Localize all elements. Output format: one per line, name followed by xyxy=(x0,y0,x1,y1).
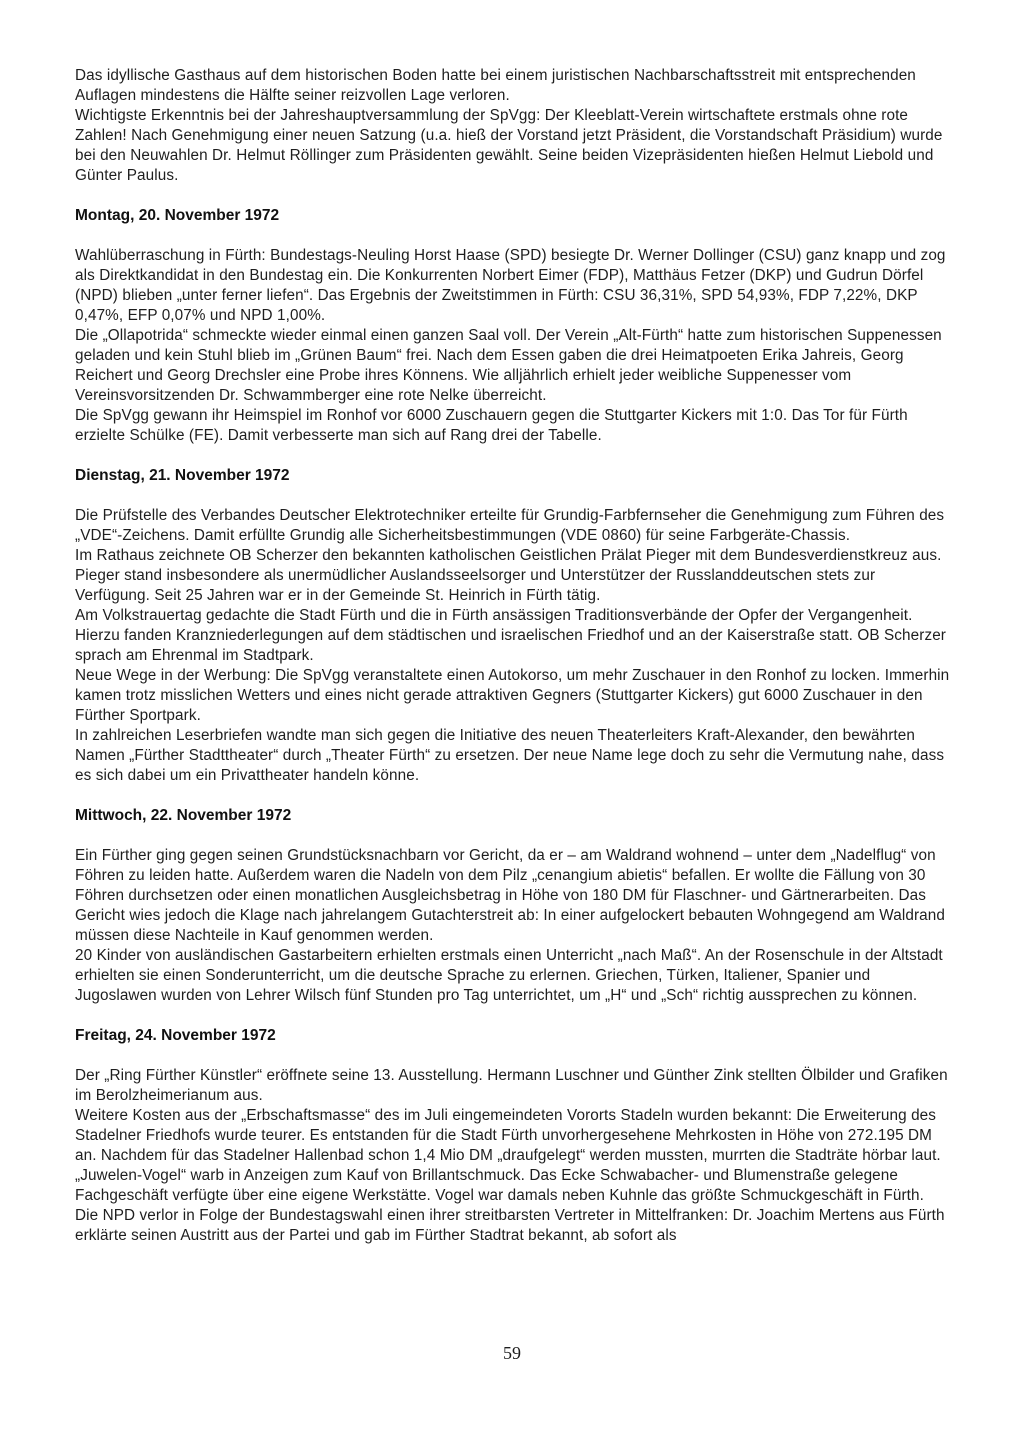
paragraph: Das idyllische Gasthaus auf dem historischen Boden hatte bei einem juristischen Nachbarschaftsstreit mit entsprechenden Auflagen mindestens die Hälfte seiner reizvollen Lage verloren. xyxy=(75,67,916,104)
paragraph: In zahlreichen Leserbriefen wandte man sich gegen die Initiative des neuen Theaterleiters Kraft-Alexander, den bewährten Namen „Fürther Stadttheater“ durch „Theater Fürth“ zu ersetzen. Der neue Name lege doch zu sehr die Vermutung nahe, dass es sich dabei um ein Privattheater handeln könne. xyxy=(75,727,945,784)
paragraph: Ein Fürther ging gegen seinen Grundstücksnachbarn vor Gericht, da er – am Waldrand wohnend – unter dem „Nadelflug“ von Föhren zu leiden hatte. Außerdem waren die Nadeln von dem Pilz „cenangium abietis“ befallen. Er wollte die Fällung von 30 Föhren durchsetzen oder einen monatlichen Ausgleichsbetrag in Höhe von 180 DM für Flaschner- und Gärtnerarbeiten. Das Gericht wies jedoch die Klage nach jahrelangem Gutachterstreit ab: In einer aufgelockert bebauten Wohngegend am Waldrand müssen diese Nachteile in Kauf genommen werden. xyxy=(75,847,945,944)
section-freitag-24-november xyxy=(75,1026,953,1246)
page-number: 59 xyxy=(503,1343,521,1363)
section-intro xyxy=(75,66,953,186)
section-heading: Montag, 20. November 1972 xyxy=(75,207,280,224)
section-heading: Mittwoch, 22. November 1972 xyxy=(75,807,292,824)
paragraph: „Juwelen-Vogel“ warb in Anzeigen zum Kauf von Brillantschmuck. Das Ecke Schwabacher- und Blumenstraße gelegene Fachgeschäft verfügte über eine eigene Werkstätte. Vogel war damals neben Kuhnle das größte Schmuckgeschäft in Fürth. xyxy=(75,1167,924,1204)
paragraph: Die „Ollapotrida“ schmeckte wieder einmal einen ganzen Saal voll. Der Verein „Alt-Fürth“ hatte zum historischen Suppenessen geladen und kein Stuhl blieb im „Grünen Baum“ frei. Nach dem Essen gaben die drei Heimatpoeten Erika Jahreis, Georg Reichert und Georg Drechsler eine Probe ihres Könnens. Wie alljährlich erhielt jeder weibliche Suppenesser vom Vereinsvorsitzenden Dr. Schwammberger eine rote Nelke überreicht. xyxy=(75,327,942,404)
paragraph: Die SpVgg gewann ihr Heimspiel im Ronhof vor 6000 Zuschauern gegen die Stuttgarter Kickers mit 1:0. Das Tor für Fürth erzielte Schülke (FE). Damit verbesserte man sich auf Rang drei der Tabelle. xyxy=(75,407,908,444)
paragraph: Neue Wege in der Werbung: Die SpVgg veranstaltete einen Autokorso, um mehr Zuschauer in den Ronhof zu locken. Immerhin kamen trotz misslichen Wetters und eines nicht gerade attraktiven Gegners (Stuttgarter Kickers) gut 6000 Zuschauer in den Fürther Sportpark. xyxy=(75,667,950,724)
paragraph: Die Prüfstelle des Verbandes Deutscher Elektrotechniker erteilte für Grundig-Farbfernseher die Genehmigung zum Führen des „VDE“-Zeichens. Damit erfüllte Grundig alle Sicherheitsbestimmungen (VDE 0860) für seine Farbgeräte-Chassis. xyxy=(75,507,945,544)
section-heading: Dienstag, 21. November 1972 xyxy=(75,467,290,484)
section-dienstag-21-november xyxy=(75,466,953,786)
section-heading: Freitag, 24. November 1972 xyxy=(75,1027,276,1044)
section-mittwoch-22-november xyxy=(75,806,953,1006)
page-content xyxy=(75,66,953,1246)
paragraph: Wichtigste Erkenntnis bei der Jahreshauptversammlung der SpVgg: Der Kleeblatt-Verein wirtschaftete erstmals ohne rote Zahlen! Nach Genehmigung einer neuen Satzung (u.a. hieß der Vorstand jetzt Präsident, die Vorstandschaft Präsidium) wurde bei den Neuwahlen Dr. Helmut Röllinger zum Präsidenten gewählt. Seine beiden Vizepräsidenten hießen Helmut Liebold und Günter Paulus. xyxy=(75,107,943,184)
paragraph: Weitere Kosten aus der „Erbschaftsmasse“ des im Juli eingemeindeten Vororts Stadeln wurden bekannt: Die Erweiterung des Stadelner Friedhofs wurde teurer. Es entstanden für die Stadt Fürth unvorhergesehene Mehrkosten in Höhe von 272.195 DM an. Nachdem für das Stadelner Hallenbad schon 1,4 Mio DM „draufgelegt“ werden mussten, murrten die Stadträte hörbar laut. xyxy=(75,1107,941,1164)
section-montag-20-november xyxy=(75,206,953,446)
paragraph: Der „Ring Fürther Künstler“ eröffnete seine 13. Ausstellung. Hermann Luschner und Günther Zink stellten Ölbilder und Grafiken im Berolzheimerianum aus. xyxy=(75,1067,948,1104)
paragraph: 20 Kinder von ausländischen Gastarbeitern erhielten erstmals einen Unterricht „nach Maß“. An der Rosenschule in der Altstadt erhielten sie einen Sonderunterricht, um die deutsche Sprache zu erlernen. Griechen, Türken, Italiener, Spanier und Jugoslawen wurden von Lehrer Wilsch fünf Stunden pro Tag unterrichtet, um „H“ und „Sch“ richtig aussprechen zu können. xyxy=(75,947,943,1004)
paragraph: Am Volkstrauertag gedachte die Stadt Fürth und die in Fürth ansässigen Traditionsverbände der Opfer der Vergangenheit. Hierzu fanden Kranzniederlegungen auf dem städtischen und israelischen Friedhof und an der Kaiserstraße statt. OB Scherzer sprach am Ehrenmal im Stadtpark. xyxy=(75,607,947,664)
paragraph: Die NPD verlor in Folge der Bundestagswahl einen ihrer streitbarsten Vertreter in Mittelfranken: Dr. Joachim Mertens aus Fürth erklärte seinen Austritt aus der Partei und gab im Fürther Stadtrat bekannt, ab sofort als xyxy=(75,1207,945,1244)
paragraph: Im Rathaus zeichnete OB Scherzer den bekannten katholischen Geistlichen Prälat Pieger mit dem Bundesverdienstkreuz aus. Pieger stand insbesondere als unermüdlicher Auslandsseelsorger und Unterstützer der Russlanddeutschen stets zur Verfügung. Seit 25 Jahren war er in der Gemeinde St. Heinrich in Fürth tätig. xyxy=(75,547,942,604)
paragraph: Wahlüberraschung in Fürth: Bundestags-Neuling Horst Haase (SPD) besiegte Dr. Werner Dollinger (CSU) ganz knapp und zog als Direktkandidat in den Bundestag ein. Die Konkurrenten Norbert Eimer (FDP), Matthäus Fetzer (DKP) und Gudrun Dörfel (NPD) blieben „unter ferner liefen“. Das Ergebnis der Zweitstimmen in Fürth: CSU 36,31%, SPD 54,93%, FDP 7,22%, DKP 0,47%, EFP 0,07% und NPD 1,00%. xyxy=(75,247,946,324)
